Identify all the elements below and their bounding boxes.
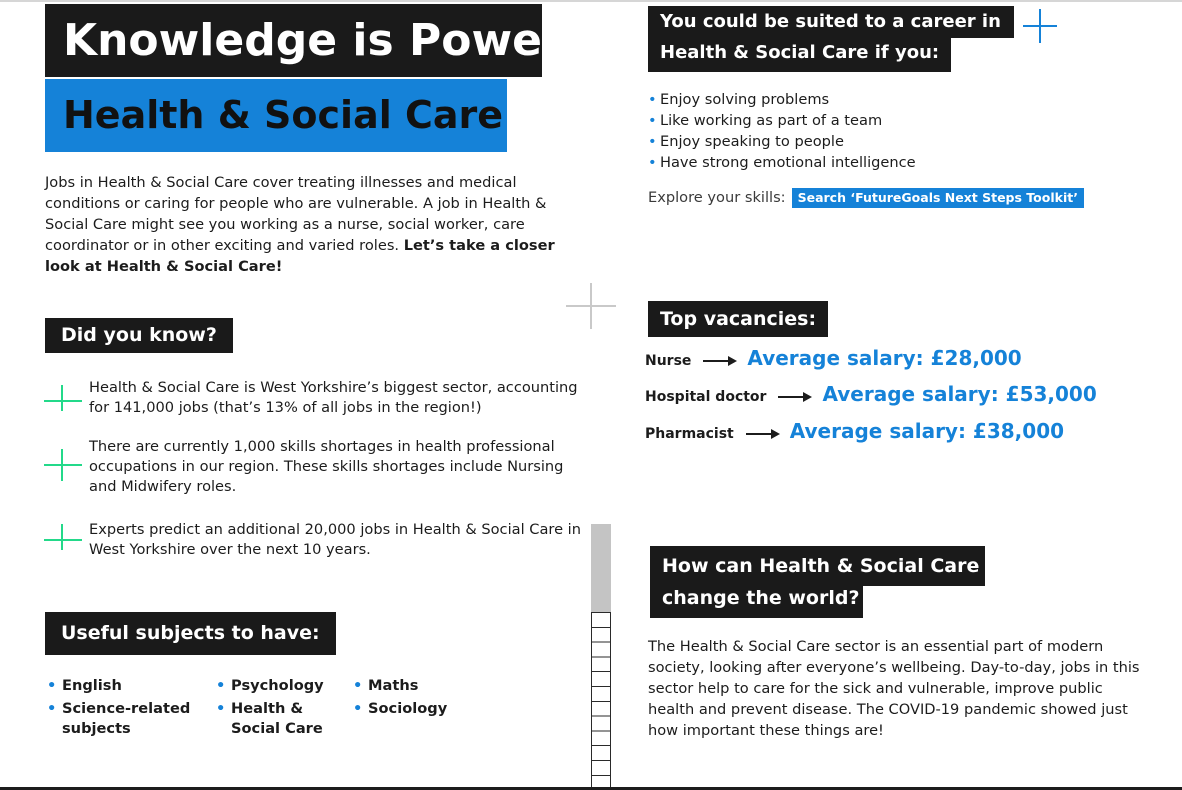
subject-item: • Health & Social Care xyxy=(216,699,336,739)
career-heading-line-2: Health & Social Care if you: xyxy=(648,38,951,72)
job-title: Nurse xyxy=(645,353,692,369)
job-title: Hospital doctor xyxy=(645,389,767,405)
subjects-column-2 xyxy=(216,676,336,742)
vacancy-row xyxy=(645,343,1022,373)
subject-item: • Psychology xyxy=(216,676,336,696)
salary-text: Average salary: £28,000 xyxy=(747,346,1022,370)
arrow-right-icon xyxy=(746,429,780,439)
list-item: • Enjoy solving problems xyxy=(648,89,916,110)
change-paragraph: The Health & Social Care sector is an essential part of modern society, looking after everyone’s wellbeing. Day-to-day, jobs in this sector help to care for the sick and vulnerable, improve public health and prevent disease. The COVID-19 pandemic showed just how important these things are! xyxy=(648,638,1140,739)
top-vacancies-heading: Top vacancies: xyxy=(648,301,828,337)
vacancy-row xyxy=(645,416,1064,446)
arrow-right-icon xyxy=(778,392,812,402)
intro-bold-text: Let’s take a closer look at Health & Social Care! xyxy=(45,237,555,275)
explore-skills-line xyxy=(648,187,1084,209)
explore-label: Explore your skills: xyxy=(648,189,786,206)
plus-cross-icon xyxy=(44,524,82,556)
subject-item: • Science-related subjects xyxy=(47,699,197,739)
list-item: • Enjoy speaking to people xyxy=(648,131,916,152)
career-heading-line-1: You could be suited to a career in xyxy=(648,6,1014,38)
plus-cross-icon xyxy=(566,283,616,329)
fact-item: Health & Social Care is West Yorkshire’s biggest sector, accounting for 141,000 jobs (that’s 13% of all jobs in the region!) xyxy=(89,379,578,416)
plus-cross-icon xyxy=(1023,9,1057,43)
subjects-column-1 xyxy=(47,676,197,742)
arrow-right-icon xyxy=(703,356,737,366)
salary-text: Average salary: £53,000 xyxy=(822,382,1097,406)
plus-cross-icon xyxy=(44,449,82,481)
list-item: • Have strong emotional intelligence xyxy=(648,152,916,173)
page-title: Knowledge is Power: xyxy=(45,4,542,77)
page-subtitle: Health & Social Care xyxy=(45,79,507,152)
ladder-decoration xyxy=(591,524,611,790)
salary-text: Average salary: £38,000 xyxy=(789,419,1065,443)
did-you-know-heading: Did you know? xyxy=(45,318,233,353)
fact-item: Experts predict an additional 20,000 jobs in Health & Social Care in West Yorkshire over the next 10 years. xyxy=(89,521,581,558)
intro-text: Jobs in Health & Social Care cover treating illnesses and medical conditions or caring for people who are vulnerable. A job in Health & Social Care might see you working as a nurse, social worker, care coordinator or in other exciting and varied roles. xyxy=(45,174,547,254)
fact-item: There are currently 1,000 skills shortages in health professional occupations in our region. These skills shortages include Nursing and Midwifery roles. xyxy=(89,438,564,495)
subject-item: • Sociology xyxy=(353,699,473,719)
useful-subjects-heading: Useful subjects to have: xyxy=(45,612,336,655)
job-title: Pharmacist xyxy=(645,426,734,442)
toolkit-search-tag: Search ‘FutureGoals Next Steps Toolkit’ xyxy=(792,188,1084,208)
career-traits-list xyxy=(648,89,916,173)
change-heading-line-2: change the world? xyxy=(650,581,863,618)
subject-item: • Maths xyxy=(353,676,473,696)
subject-item: • English xyxy=(47,676,197,696)
subjects-column-3 xyxy=(353,676,473,722)
list-item: • Like working as part of a team xyxy=(648,110,916,131)
top-divider xyxy=(0,0,1182,2)
vacancy-row xyxy=(645,379,1097,409)
change-heading-line-1: How can Health & Social Care xyxy=(650,546,985,586)
plus-cross-icon xyxy=(44,385,82,417)
intro-paragraph xyxy=(45,172,565,277)
